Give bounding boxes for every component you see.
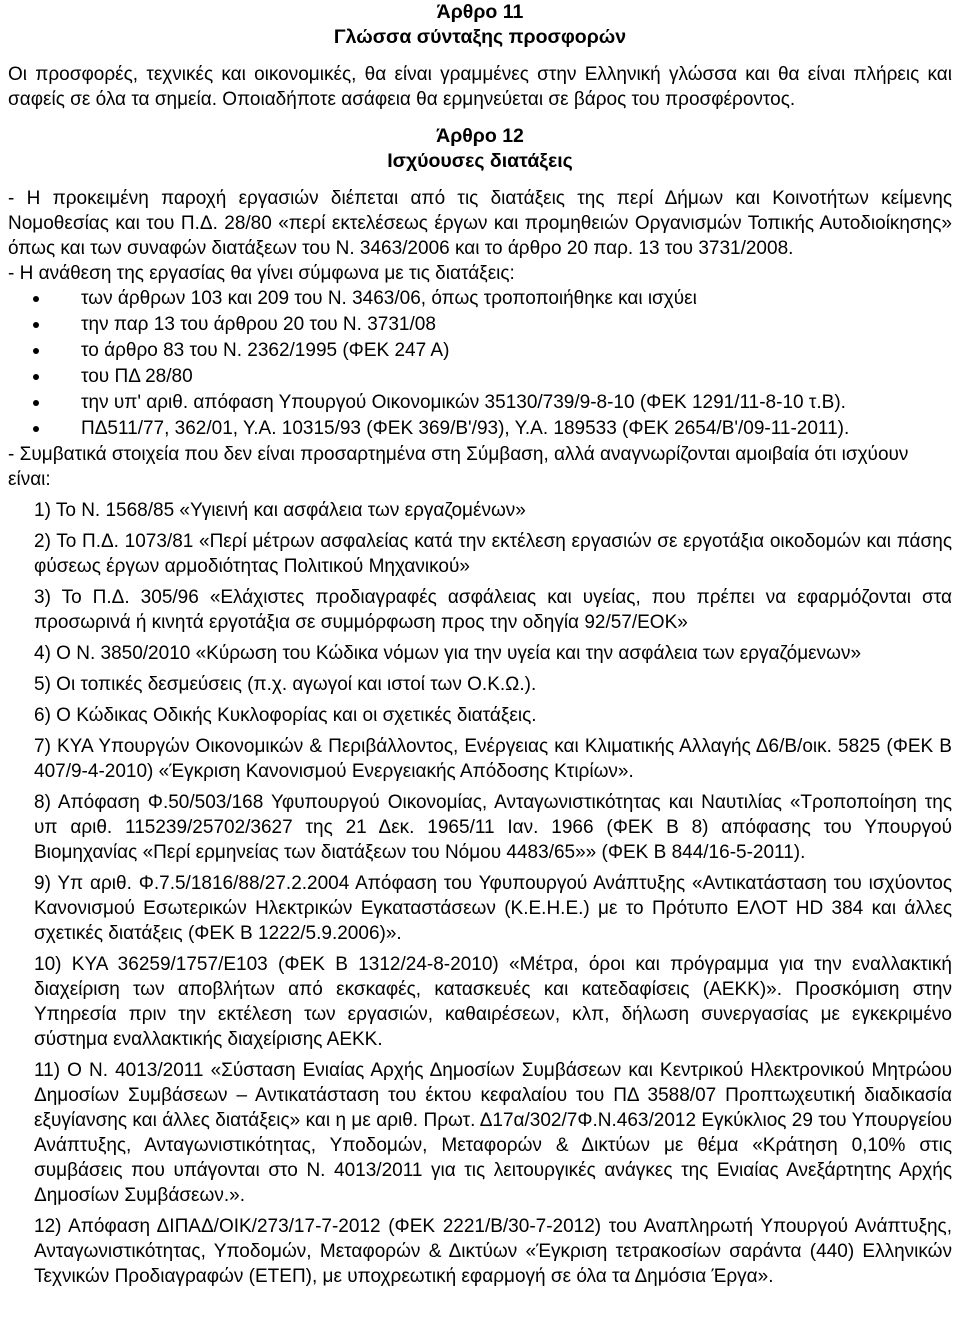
- article-12-paragraph-3: - Συμβατικά στοιχεία που δεν είναι προσαρτημένα στη Σύμβαση, αλλά αναγνωρίζονται αμοιβαία ότι ισχύουν είναι:: [8, 444, 909, 490]
- contract-item-12: 12) Απόφαση ΔΙΠΑΔ/ΟΙΚ/273/17-7-2012 (ΦΕΚ 2221/Β/30-7-2012) του Αναπληρωτή Υπουργού Ανάπτυξης, Ανταγωνιστικότητας, Υποδομών, Μεταφορών & Δικτύων «Έγκριση τετρακοσίων σαράντα (440) Ελληνικών Τεχνικών Προδιαγραφών (ΕΤΕΠ), με υποχρεωτική εφαρμογή σε όλα τα Δημόσια Έργα».: [34, 1216, 952, 1287]
- article-11-subtitle: Γλώσσα σύνταξης προσφορών: [333, 26, 627, 48]
- article-11-text: Οι προσφορές, τεχνικές και οικονομικές, θα είναι γραμμένες στην Ελληνική γλώσσα και θα είναι πλήρεις και σαφείς σε όλα τα σημεία. Οποιαδήποτε ασάφεια θα ερμηνεύεται σε βάρος του προσφέροντος.: [8, 64, 952, 110]
- contract-item-4: 4) Ο Ν. 3850/2010 «Κύρωση του Κώδικα νόμων για την υγεία και την ασφάλεια των εργαζόμενων»: [34, 643, 862, 664]
- list-item: ΠΔ511/77, 362/01, Υ.Α. 10315/93 (ΦΕΚ 369/Β'/93), Υ.Α. 189533 (ΦΕΚ 2654/Β'/09-11-2011).: [8, 416, 952, 442]
- article-12-subtitle: Ισχύουσες διατάξεις: [387, 150, 573, 172]
- bullet-icon: [33, 296, 39, 302]
- contract-item-9: 9) Υπ αριθ. Φ.7.5/1816/88/27.2.2004 Απόφαση του Υφυπουργού Ανάπτυξης «Αντικατάσταση του ισχύοντος Κανονισμού Εσωτερικών Ηλεκτρικών Εγκαταστάσεων (Κ.Ε.Η.Ε.) με το Πρότυπο ΕΛΟΤ HD 384 και άλλες σχετικές διατάξεις (ΦΕΚ Β 1222/5.9.2006)».: [34, 873, 952, 944]
- article-11-title: Άρθρο 11: [436, 1, 524, 23]
- contract-item-5: 5) Οι τοπικές δεσμεύσεις (π.χ. αγωγοί και ιστοί των Ο.Κ.Ω.).: [34, 674, 537, 695]
- bullet-icon: [33, 348, 39, 354]
- list-item: του ΠΔ 28/80: [8, 364, 952, 390]
- list-item: την υπ' αριθ. απόφαση Υπουργού Οικονομικών 35130/739/9-8-10 (ΦΕΚ 1291/11-8-10 τ.Β).: [8, 390, 952, 416]
- contract-item-6: 6) Ο Κώδικας Οδικής Κυκλοφορίας και οι σχετικές διατάξεις.: [34, 705, 537, 726]
- contract-item-10: 10) ΚΥΑ 36259/1757/Ε103 (ΦΕΚ Β 1312/24-8-2010) «Μέτρα, όροι και πρόγραμμα για την εναλλακτική διαχείριση των αποβλήτων από εκσκαφές, κατασκευές και κατεδαφίσεις (ΑΕΚΚ)». Προσκόμιση στην Υπηρεσία πριν την εκτέλεση των εργασιών, καθαιρέσεων, κλπ, δήλωση συνεργασίας με εγκεκριμένο σύστημα εναλλακτικής διαχείρισης ΑΕΚΚ.: [34, 954, 952, 1050]
- provisions-bullet-list: [8, 286, 952, 442]
- contract-item-8: 8) Απόφαση Φ.50/503/168 Υφυπουργού Οικονομίας, Ανταγωνιστικότητας και Ναυτιλίας «Τροποποίηση της υπ αριθ. 115239/25702/3627 της 21 Δεκ. 1965/11 Ιαν. 1966 (ΦΕΚ Β 8) απόφασης του Υπουργού Βιομηχανίας «Περί ερμηνείας των διατάξεων του Νόμου 4483/65»» (ΦΕΚ Β 844/16-5-2011).: [34, 792, 952, 863]
- contract-item-1: 1) Το Ν. 1568/85 «Υγιεινή και ασφάλεια των εργαζομένων»: [34, 500, 526, 521]
- list-item: το άρθρο 83 του Ν. 2362/1995 (ΦΕΚ 247 Α): [8, 338, 952, 364]
- contract-item-11: 11) Ο Ν. 4013/2011 «Σύσταση Ενιαίας Αρχής Δημοσίων Συμβάσεων και Κεντρικού Ηλεκτρονικού Μητρώου Δημοσίων Συμβάσεων – Αντικατάσταση του έκτου κεφαλαίου του ΠΔ 3588/07 Προπτωχευτική διαδικασία εξυγίανσης και άλλες διατάξεις» και η με αριθ. Πρωτ. Δ17α/302/7Φ.Ν.463/2012 Εγκύκλιος 29 του Υπουργείου Ανάπτυξης, Ανταγωνιστικότητας, Υποδομών, Μεταφορών & Δικτύων με θέμα «Κράτηση 0,10% στις συμβάσεις που υπάγονται στο Ν. 4013/2011 για τις λειτουργικές ανάγκες της Ενιαίας Ανεξάρτητης Αρχής Δημοσίων Συμβάσεων.».: [34, 1060, 952, 1206]
- bullet-icon: [33, 426, 39, 432]
- list-item: των άρθρων 103 και 209 του Ν. 3463/06, όπως τροποποιήθηκε και ισχύει: [8, 286, 952, 312]
- bullet-icon: [33, 322, 39, 328]
- contract-item-2: 2) Το Π.Δ. 1073/81 «Περί μέτρων ασφαλείας κατά την εκτέλεση εργασιών σε εργοτάξια οικοδομών και πάσης φύσεως έργων αρμοδιότητας Πολιτικού Μηχανικού»: [34, 531, 952, 577]
- article-12-paragraph-1: - Η προκειμένη παροχή εργασιών διέπεται από τις διατάξεις της περί Δήμων και Κοινοτήτων κείμενης Νομοθεσίας και του Π.Δ. 28/80 «περί εκτελέσεως έργων και προμηθειών Οργανισμών Τοπικής Αυτοδιοίκησης» όπως και των συναφών διατάξεων του Ν. 3463/2006 και το άρθρο 20 παρ. 13 του 3731/2008.: [8, 188, 952, 259]
- bullet-icon: [33, 400, 39, 406]
- contract-item-7: 7) ΚΥΑ Υπουργών Οικονομικών & Περιβάλλοντος, Ενέργειας και Κλιματικής Αλλαγής Δ6/Β/οικ. 5825 (ΦΕΚ Β 407/9-4-2010) «Έγκριση Κανονισμού Ενεργειακής Απόδοσης Κτιρίων».: [34, 736, 952, 782]
- bullet-icon: [33, 374, 39, 380]
- list-item: την παρ 13 του άρθρου 20 του Ν. 3731/08: [8, 312, 952, 338]
- article-12-title: Άρθρο 12: [436, 125, 524, 147]
- article-12-paragraph-2: - Η ανάθεση της εργασίας θα γίνει σύμφωνα με τις διατάξεις:: [8, 263, 515, 284]
- contract-item-3: 3) Το Π.Δ. 305/96 «Ελάχιστες προδιαγραφές ασφάλειας και υγείας, που πρέπει να εφαρμόζονται στα προσωρινά ή κινητά εργοτάξια σε συμμόρφωση προς την οδηγία 92/57/ΕΟΚ»: [34, 587, 952, 633]
